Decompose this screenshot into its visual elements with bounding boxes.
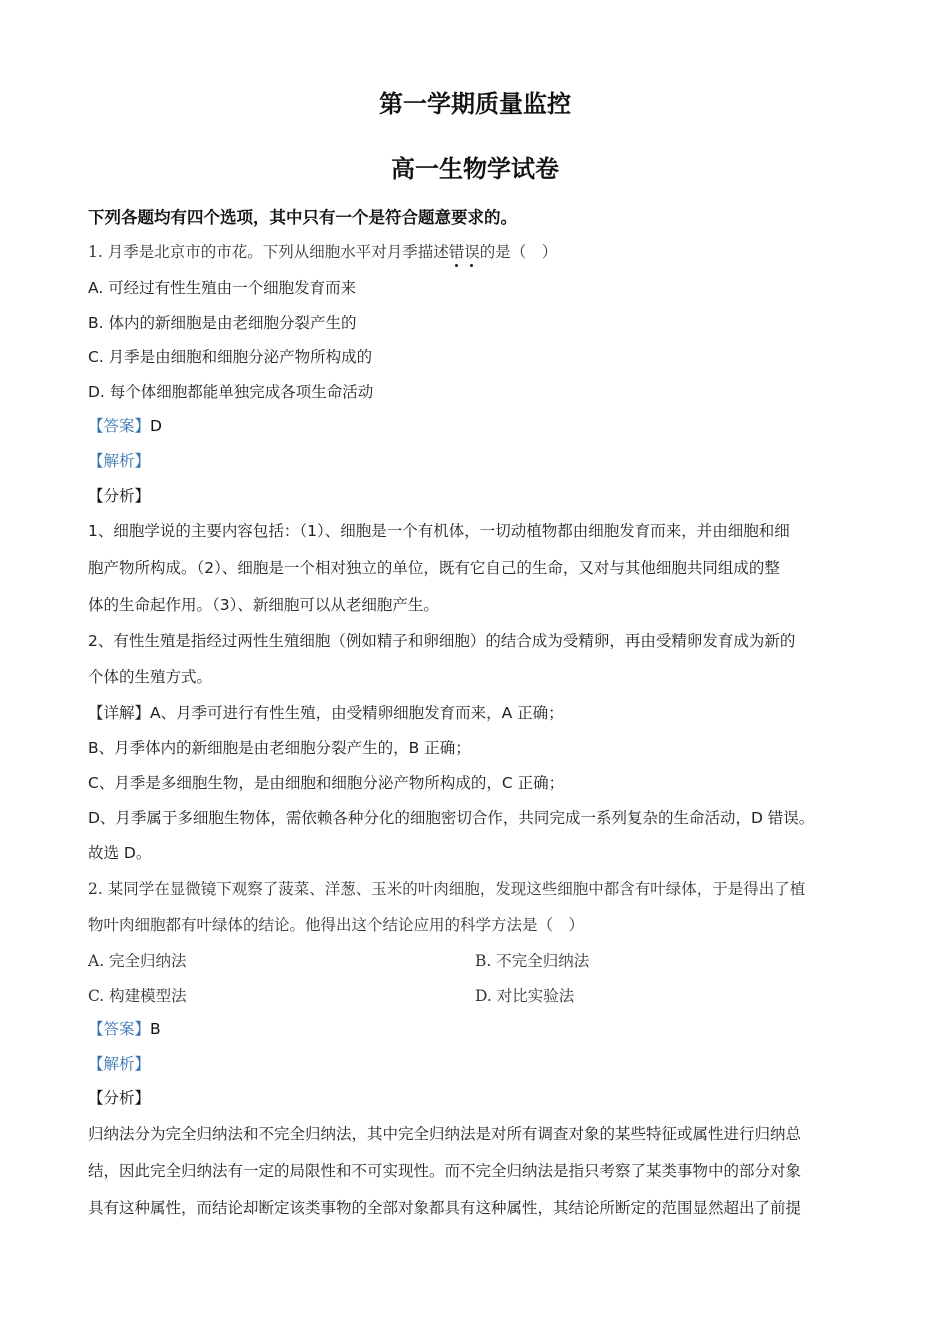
q1-xiangjie-line: D、月季属于多细胞生物体，需依赖各种分化的细胞密切合作，共同完成一系列复杂的生命活动，D 错误。 xyxy=(88,809,815,827)
q1-fenxi-line: 2、有性生殖是指经过两性生殖细胞（例如精子和卵细胞）的结合成为受精卵，再由受精卵发育成为新的 xyxy=(88,632,796,650)
q1-fenxi-line: 1、细胞学说的主要内容包括：（1）、细胞是一个有机体，一切动植物都由细胞发育而来，并由细胞和细 xyxy=(88,522,790,540)
q1-fenxi-line: 胞产物所构成。（2）、细胞是一个相对独立的单位，既有它自己的生命，又对与其他细胞共同组成的整 xyxy=(88,559,780,577)
q1-stem-emphasis: 误 xyxy=(464,243,480,261)
q1-stem-text: 1. 月季是北京市的市花。下列从细胞水平对月季描述 xyxy=(88,243,449,261)
q2-analysis-label: 【解析】 xyxy=(88,1055,151,1073)
answer-value: B xyxy=(150,1020,161,1038)
q1-option-d: D. 每个体细胞都能单独完成各项生命活动 xyxy=(88,383,374,401)
q1-option-c: C. 月季是由细胞和细胞分泌产物所构成的 xyxy=(88,348,373,366)
q1-fenxi-label: 【分析】 xyxy=(88,487,151,505)
q1-fenxi-line: 个体的生殖方式。 xyxy=(88,668,213,686)
q1-stem xyxy=(88,240,557,262)
page-subtitle: 高一生物学试卷 xyxy=(391,155,559,183)
q1-xiangjie-line: B、月季体内的新细胞是由老细胞分裂产生的，B 正确； xyxy=(88,739,471,757)
answer-label: 【答案】 xyxy=(88,417,151,435)
q1-xiangjie-line: C、月季是多细胞生物，是由细胞和细胞分泌产物所构成的，C 正确； xyxy=(88,774,565,792)
q1-stem-emphasis: 错 xyxy=(448,243,465,261)
q2-fenxi-label: 【分析】 xyxy=(88,1089,151,1107)
answer-label: 【答案】 xyxy=(88,1020,151,1038)
q1-answer xyxy=(88,414,162,436)
q2-fenxi-line: 结，因此完全归纳法有一定的局限性和不可实现性。而不完全归纳法是指只考察了某类事物中的部分对象 xyxy=(88,1162,802,1180)
q2-option-b: B. 不完全归纳法 xyxy=(475,952,590,970)
q2-answer xyxy=(88,1017,161,1039)
q2-option-d: D. 对比实验法 xyxy=(475,987,575,1005)
q2-stem-line: 物叶肉细胞都有叶绿体的结论。他得出这个结论应用的科学方法是（ ） xyxy=(88,916,585,934)
q2-fenxi-line: 归纳法分为完全归纳法和不完全归纳法，其中完全归纳法是对所有调查对象的某些特征或属性进行归纳总 xyxy=(88,1125,802,1143)
q1-xiangjie-line: 【详解】A、月季可进行有性生殖，由受精卵细胞发育而来，A 正确； xyxy=(88,704,564,722)
q1-analysis-label: 【解析】 xyxy=(88,452,151,470)
q1-stem-text-end: 的是（ ） xyxy=(479,243,558,261)
answer-value: D xyxy=(150,417,162,435)
q2-option-a: A. 完全归纳法 xyxy=(88,952,187,970)
page-title: 第一学期质量监控 xyxy=(379,90,571,118)
q2-fenxi-line: 具有这种属性，而结论却断定该类事物的全部对象都具有这种属性，其结论所断定的范围显然超出了前提 xyxy=(88,1199,802,1217)
q1-option-a: A. 可经过有性生殖由一个细胞发育而来 xyxy=(88,279,357,297)
section-instruction: 下列各题均有四个选项，其中只有一个是符合题意要求的。 xyxy=(88,208,517,227)
q2-option-c: C. 构建模型法 xyxy=(88,987,187,1005)
q1-fenxi-line: 体的生命起作用。（3）、新细胞可以从老细胞产生。 xyxy=(88,596,439,614)
q1-option-b: B. 体内的新细胞是由老细胞分裂产生的 xyxy=(88,314,357,332)
q2-stem-line: 2. 某同学在显微镜下观察了菠菜、洋葱、玉米的叶肉细胞，发现这些细胞中都含有叶绿体，于是得出了植 xyxy=(88,880,806,898)
q1-xiangjie-line: 故选 D。 xyxy=(88,844,152,862)
